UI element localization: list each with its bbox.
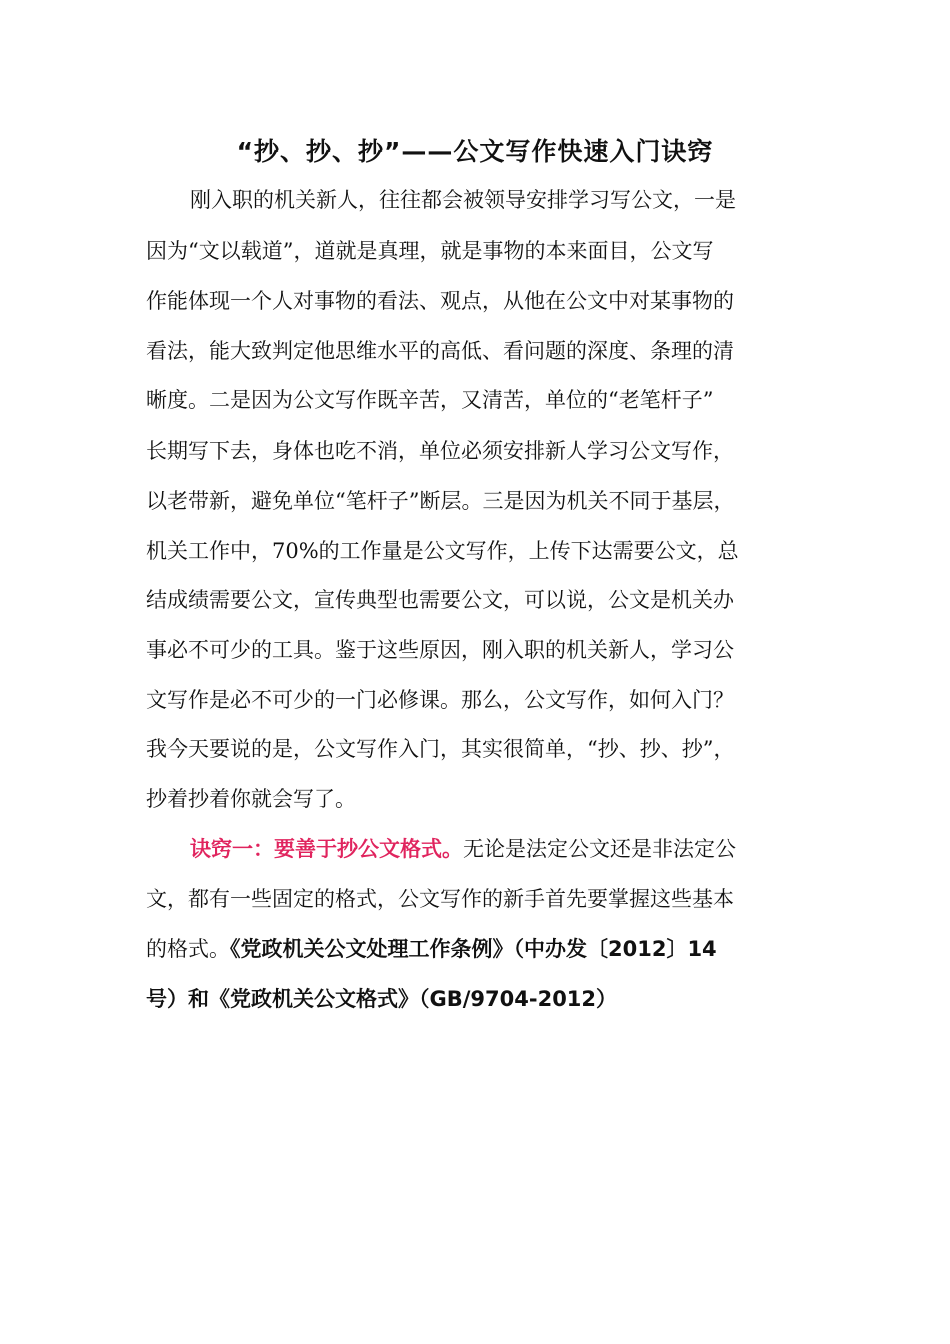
tip-text: 号）和 bbox=[146, 987, 209, 1011]
paragraph-line: 以老带新，避免单位“笔杆子”断层。三是因为机关不同于基层， bbox=[146, 489, 735, 513]
paragraph-line: 我今天要说的是，公文写作入门，其实很简单，“抄、抄、抄”， bbox=[146, 737, 735, 761]
paragraph-line: 文，都有一些固定的格式，公文写作的新手首先要掌握这些基本 bbox=[146, 887, 734, 911]
paragraph-line: 机关工作中，70%的工作量是公文写作，上传下达需要公文，总 bbox=[146, 539, 739, 563]
regulation-title: 《党政机关公文处理工作条例》 bbox=[230, 937, 514, 961]
tip-text: 的格式。 bbox=[146, 937, 230, 961]
paragraph-line: 晰度。二是因为公文写作既辛苦，又清苦，单位的“老笔杆子” bbox=[146, 388, 714, 412]
paragraph-line: 作能体现一个人对事物的看法、观点，从他在公文中对某事物的 bbox=[146, 289, 734, 313]
standard-reference: （GB/9704-2012） bbox=[419, 987, 618, 1011]
standard-title: 《党政机关公文格式》 bbox=[209, 987, 419, 1011]
regulation-reference: （中办发〔2012〕14 bbox=[513, 937, 717, 961]
paragraph-line: 文写作是必不可少的一门必修课。那么，公文写作，如何入门？ bbox=[146, 688, 734, 712]
paragraph-line bbox=[146, 984, 617, 1014]
paragraph-line: 抄着抄着你就会写了。 bbox=[146, 787, 356, 811]
paragraph-line bbox=[190, 834, 736, 864]
paragraph-line: 看法，能大致判定他思维水平的高低、看问题的深度、条理的清 bbox=[146, 339, 734, 363]
paragraph-line: 刚入职的机关新人，往往都会被领导安排学习写公文，一是 bbox=[190, 188, 736, 212]
tip-heading: 诀窍一：要善于抄公文格式。 bbox=[190, 837, 463, 861]
paragraph-line: 事必不可少的工具。鉴于这些原因，刚入职的机关新人，学习公 bbox=[146, 638, 734, 662]
document-title: “抄、抄、抄”——公文写作快速入门诀窍 bbox=[236, 137, 714, 166]
paragraph-line: 结成绩需要公文，宣传典型也需要公文，可以说，公文是机关办 bbox=[146, 588, 734, 612]
tip-text: 无论是法定公文还是非法定公 bbox=[463, 837, 736, 861]
paragraph-line: 长期写下去，身体也吃不消，单位必须安排新人学习公文写作， bbox=[146, 439, 734, 463]
paragraph-line bbox=[146, 934, 717, 964]
paragraph-line: 因为“文以载道”，道就是真理，就是事物的本来面目，公文写 bbox=[146, 239, 714, 263]
